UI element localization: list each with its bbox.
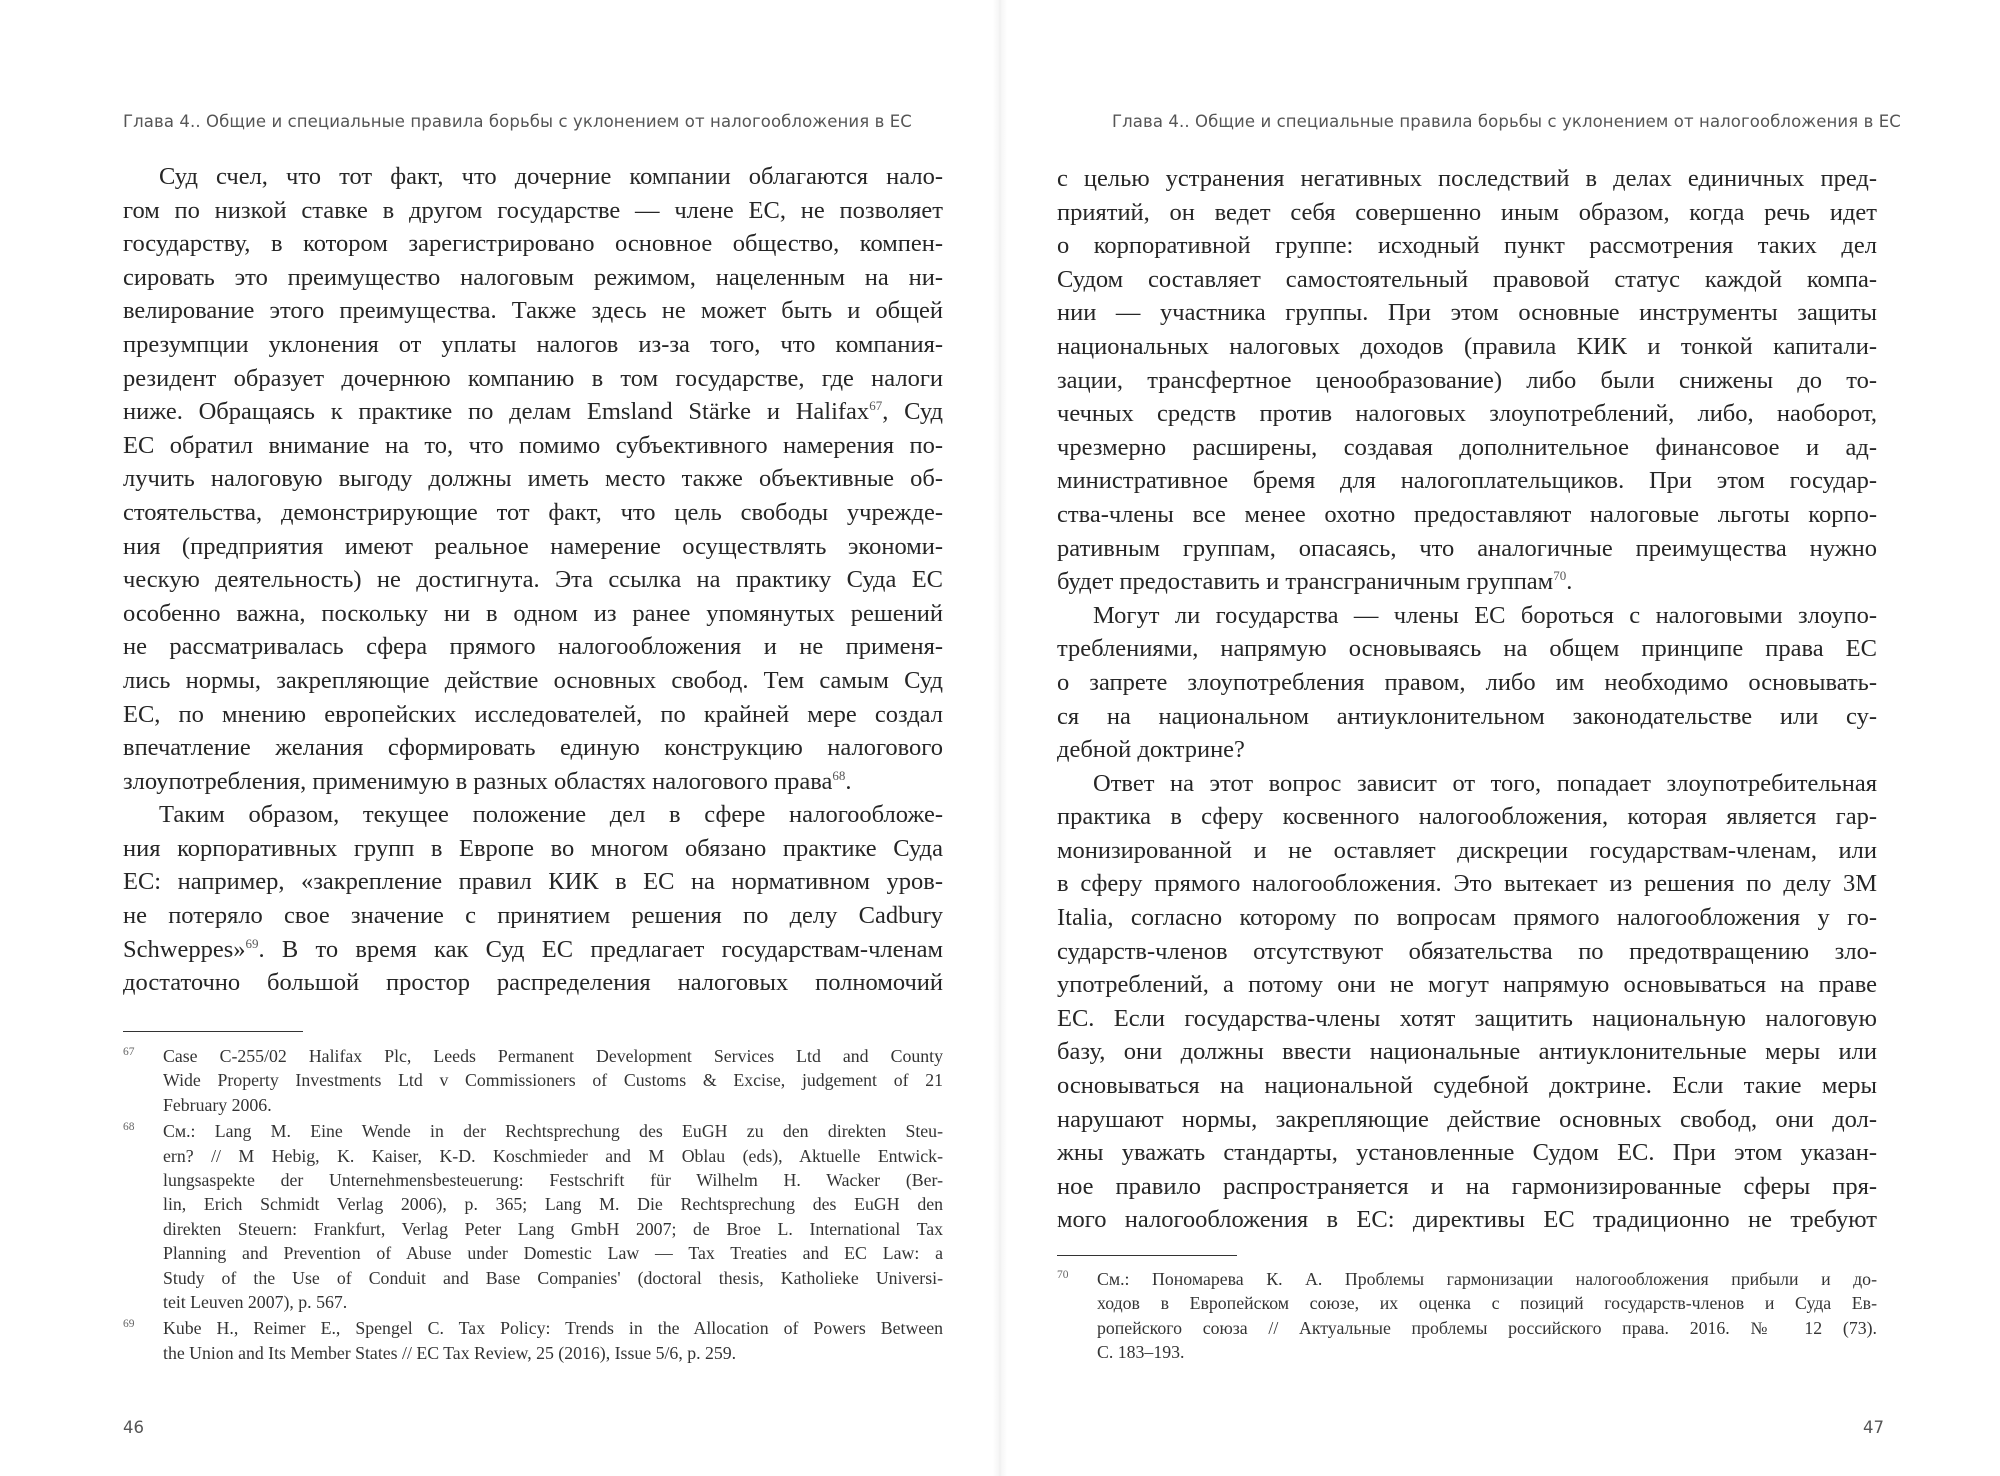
text-line: [1057, 532, 1877, 566]
text-line: [1057, 1035, 1877, 1069]
footnote-line: February 2006.: [163, 1094, 272, 1115]
text-line: [123, 395, 943, 429]
text-line-content: лись нормы, закрепляющие действие основных свобод. Тем самым Суд: [123, 666, 943, 694]
right-page: [1000, 0, 2000, 1476]
text-line: [123, 798, 943, 832]
text-line: [1057, 666, 1877, 700]
text-line-content: сировать это преимущество налоговым режимом, нацеленным на ни-: [123, 263, 943, 291]
footnote-number: 67: [123, 1046, 135, 1058]
footnote: [123, 1119, 943, 1314]
footnote-line: lungsaspekte der Unternehmensbesteuerung: Festschrift für Wilhelm H. Wacker (Ber-: [163, 1169, 943, 1190]
footnote-line: Wide Property Investments Ltd v Commissioners of Customs & Excise, judgement of 21: [163, 1070, 943, 1091]
text-line-continuation: , Суд: [882, 398, 944, 426]
text-line-content: не потеряло свое значение с принятием решения по делу Cadbury: [123, 902, 943, 930]
text-line-content: чрезмерно расширены, создавая дополнительное финансовое и ад-: [1057, 433, 1877, 461]
text-line-content: приятий, он ведет себя совершенно иным образом, когда речь идет: [1057, 198, 1877, 226]
body-text: [123, 160, 943, 1000]
text-line-content: нарушают нормы, закрепляющие действие основных свобод, они дол-: [1057, 1105, 1877, 1133]
text-line-content: Могут ли государства — члены ЕС бороться с налоговыми злоупо-: [1093, 601, 1877, 629]
text-line-content: о корпоративной группе: исходный пункт рассмотрения таких дел: [1057, 232, 1877, 260]
text-line: [123, 865, 943, 899]
text-line-content: треблениями, напрямую основываясь на общем принципе права ЕС: [1057, 635, 1877, 663]
footnote-separator: [123, 1031, 303, 1032]
text-line-content: Суд счел, что тот факт, что дочерние компании облагаются нало-: [159, 163, 943, 190]
text-line: [1057, 196, 1877, 230]
footnote: [1057, 1267, 1877, 1365]
text-line-content: Таким образом, текущее положение дел в сфере налогообложе-: [159, 801, 943, 829]
text-line-content: основываться на национальной судебной доктрине. Если такие меры: [1057, 1072, 1877, 1100]
text-line: [1057, 330, 1877, 364]
text-line: [1057, 296, 1877, 330]
text-line-content: мого налогообложения в ЕС: директивы ЕС традиционно не требуют: [1057, 1206, 1877, 1234]
footnote-line: the Union and Its Member States // EC Tax Review, 25 (2016), Issue 5/6, p. 259.: [163, 1342, 737, 1363]
text-line-content: будет предоставить и трансграничным группам: [1057, 568, 1554, 596]
text-line: [123, 765, 943, 799]
footnote-line: С. 183–193.: [1097, 1342, 1185, 1363]
text-line: [1057, 498, 1877, 532]
footnote-line: См.: Пономарева К. А. Проблемы гармонизации налогообложения прибыли и до-: [1097, 1269, 1877, 1289]
text-line: [1057, 565, 1877, 599]
text-line-content: злоупотребления, применимую в разных областях налогового права: [123, 767, 833, 795]
running-head: Глава 4.. Общие и специальные правила борьбы с уклонением от налогообложения в ЕС: [1112, 112, 1901, 131]
text-line: [1057, 1136, 1877, 1170]
footnote-separator: [1057, 1255, 1237, 1256]
footnote: [123, 1044, 943, 1117]
footnote-line: Kube H., Reimer E., Spengel C. Tax Policy: Trends in the Allocation of Powers Between: [163, 1318, 943, 1339]
text-line: [123, 698, 943, 732]
text-line-content: министративное бремя для налогоплательщиков. При этом государ-: [1057, 467, 1877, 495]
text-line-content: ЕС, по мнению европейских исследователей, по крайней мере создал: [123, 700, 943, 728]
text-line-content: с целью устранения негативных последствий в делах единичных пред-: [1057, 165, 1877, 192]
text-line: [123, 160, 943, 194]
text-line-content: национальных налоговых доходов (правила КИК и тонкой капитали-: [1057, 332, 1877, 360]
text-line: [1057, 1203, 1877, 1237]
footnote-number: 69: [123, 1318, 135, 1331]
text-line: [123, 630, 943, 664]
text-line: [123, 194, 943, 228]
text-line: [1057, 1002, 1877, 1036]
text-line-content: базу, они должны ввести национальные антиуклонительные меры или: [1057, 1038, 1877, 1066]
text-line: [123, 294, 943, 328]
text-line-content: нии — участника группы. При этом основные инструменты защиты: [1057, 299, 1877, 327]
text-line-content: Судом составляет самостоятельный правовой статус каждой компа-: [1057, 265, 1877, 293]
text-line-content: сударств-членов отсутствуют обязательства по предотвращению зло-: [1057, 937, 1877, 965]
text-line: [1057, 263, 1877, 297]
text-line-content: зации, трансфертное ценообразование) либо были снижены до то-: [1057, 366, 1877, 394]
text-line-content: практика в сферу косвенного налогообложения, которая является гар-: [1057, 803, 1877, 831]
footnotes: [1057, 1267, 1877, 1367]
text-line-content: лучить налоговую выгоду должны иметь место также объективные об-: [123, 465, 943, 493]
text-line-content: ния корпоративных групп в Европе во многом обязано практике Суда: [123, 834, 943, 862]
text-line-content: не рассматривалась сфера прямого налогообложения и не применя-: [123, 633, 943, 661]
text-line-content: в сферу прямого налогообложения. Это вытекает из решения по делу 3M: [1057, 870, 1877, 898]
text-line: [1057, 229, 1877, 263]
text-line-content: Ответ на этот вопрос зависит от того, попадает злоупотребительная: [1093, 769, 1877, 797]
text-line: [123, 597, 943, 631]
text-line: [1057, 767, 1877, 801]
text-line-content: ЕС обратил внимание на то, что помимо субъективного намерения по-: [123, 431, 943, 459]
footnote: [123, 1316, 943, 1365]
footnote-line: direkten Steuern: Frankfurt, Verlag Peter Lang GmbH 2007; de Broe L. International Tax: [163, 1218, 943, 1239]
page-number: 46: [123, 1418, 144, 1437]
text-line: [123, 496, 943, 530]
text-line-content: ния (предприятия имеют реальное намерение осуществлять экономи-: [123, 532, 943, 560]
text-line-content: достаточно большой простор распределения налоговых полномочий: [123, 969, 943, 997]
text-line: [1057, 867, 1877, 901]
text-line-continuation: .: [845, 767, 852, 795]
text-line: [1057, 397, 1877, 431]
page-number: 47: [1863, 1418, 1884, 1437]
text-line-content: ческую деятельность) не достигнута. Эта ссылка на практику Суда ЕС: [123, 566, 943, 594]
text-line-content: гом по низкой ставке в другом государстве — члене ЕС, не позволяет: [123, 196, 943, 224]
text-line: [123, 261, 943, 295]
footnote-number: 68: [123, 1121, 135, 1134]
text-line-content: резидент образует дочернюю компанию в том государстве, где налоги: [123, 364, 943, 392]
text-line: [123, 731, 943, 765]
text-line: [123, 832, 943, 866]
text-line-content: велирование этого преимущества. Также здесь не может быть и общей: [123, 297, 943, 325]
text-line: [1057, 632, 1877, 666]
text-line-content: монизированной и не оставляет дискреции государствам-членам, или: [1057, 836, 1877, 864]
text-line-content: впечатление желания сформировать единую конструкцию налогового: [123, 734, 943, 762]
text-line: [1057, 464, 1877, 498]
text-line: [1057, 700, 1877, 734]
text-line: [1057, 1170, 1877, 1204]
text-line-content: ное правило распространяется и на гармонизированные сферы пря-: [1057, 1172, 1877, 1200]
footnote-line: См.: Lang M. Eine Wende in der Rechtsprechung des EuGH zu den direkten Steu-: [163, 1121, 943, 1142]
text-line-content: жны уважать стандарты, установленные Судом ЕС. При этом указан-: [1057, 1139, 1877, 1167]
text-line: [1057, 1069, 1877, 1103]
text-line-content: презумпции уклонения от уплаты налогов из-за того, что компания-: [123, 330, 943, 358]
text-line: [1057, 162, 1877, 196]
footnote-reference[interactable]: 67: [869, 398, 883, 413]
footnotes: [123, 1044, 943, 1367]
footnote-line: Study of the Use of Conduit and Base Companies' (doctoral thesis, Katholieke Universi-: [163, 1267, 943, 1288]
text-line: [123, 227, 943, 261]
text-line-continuation: . В то время как Суд ЕС предлагает государствам-членам: [258, 935, 943, 963]
footnote-line: Planning and Prevention of Abuse under Domestic Law — Tax Treaties and EC Law: a: [163, 1243, 943, 1264]
running-head: Глава 4.. Общие и специальные правила борьбы с уклонением от налогообложения в ЕС: [123, 112, 912, 131]
text-line: [123, 530, 943, 564]
text-line: [123, 328, 943, 362]
text-line: [1057, 1103, 1877, 1137]
text-line-content: ративным группам, опасаясь, что аналогичные преимущества нужно: [1057, 534, 1877, 562]
footnote-line: ходов в Европейском союзе, их оценка с позиций государств-членов и Суда Ев-: [1097, 1293, 1877, 1314]
text-line: [1057, 364, 1877, 398]
footnote-line: ропейского союза // Актуальные проблемы российского права. 2016. № 12 (73).: [1097, 1317, 1877, 1338]
footnote-reference[interactable]: 70: [1553, 567, 1567, 583]
text-line: [1057, 935, 1877, 969]
text-line: [123, 563, 943, 597]
text-line: [1057, 599, 1877, 633]
text-line: [123, 462, 943, 496]
text-line: [123, 966, 943, 1000]
text-line: [1057, 431, 1877, 465]
text-line-continuation: .: [1566, 568, 1573, 596]
text-line-content: государству, в котором зарегистрировано основное общество, компен-: [123, 230, 943, 258]
text-line-content: употреблений, а потому они не могут напрямую основываться на праве: [1057, 971, 1877, 999]
text-line-content: стоятельства, демонстрирующие тот факт, что цель свободы учрежде-: [123, 498, 943, 526]
text-line: [1057, 968, 1877, 1002]
text-line-content: о запрете злоупотребления правом, либо им необходимо основывать-: [1057, 668, 1877, 696]
footnote-reference[interactable]: 68: [832, 767, 846, 783]
text-line-content: ства-члены все менее охотно предоставляют налоговые льготы корпо-: [1057, 500, 1877, 528]
text-line: [1057, 733, 1877, 767]
text-line: [1057, 800, 1877, 834]
text-line: [1057, 901, 1877, 935]
text-line-content: особенно важна, поскольку ни в одном из ранее упомянутых решений: [123, 599, 943, 627]
text-line: [123, 664, 943, 698]
text-line-content: ниже. Обращаясь к практике по делам Emsland Stärke и Halifax: [123, 398, 870, 426]
text-line: [123, 362, 943, 396]
footnote-line: Case C-255/02 Halifax Plc, Leeds Permanent Development Services Ltd and County: [163, 1046, 943, 1066]
text-line: [123, 933, 943, 967]
footnote-reference[interactable]: 69: [245, 935, 259, 951]
text-line-content: ся на национальном антиуклонительном законодательстве или су-: [1057, 702, 1877, 730]
text-line: [123, 429, 943, 463]
body-text: [1057, 162, 1877, 1237]
footnote-line: ern? // M Hebig, K. Kaiser, K-D. Koschmieder and M Oblau (eds), Aktuelle Entwick-: [163, 1145, 943, 1166]
text-line-content: Schweppes»: [123, 935, 246, 963]
text-line: [1057, 834, 1877, 868]
text-line-content: дебной доктрине?: [1057, 736, 1245, 764]
text-line-content: Italia, согласно которому по вопросам прямого налогообложения у го-: [1057, 904, 1877, 932]
footnote-line: teit Leuven 2007), p. 567.: [163, 1291, 348, 1312]
text-line-content: ЕС. Если государства-члены хотят защитить национальную налоговую: [1057, 1004, 1877, 1032]
text-line: [123, 899, 943, 933]
footnote-number: 70: [1057, 1269, 1069, 1281]
text-line-content: чечных средств против налоговых злоупотреблений, либо, наоборот,: [1057, 400, 1877, 428]
text-line-content: ЕС: например, «закрепление правил КИК в ЕС на нормативном уров-: [123, 868, 943, 896]
footnote-line: lin, Erich Schmidt Verlag 2006), p. 365; Lang M. Die Rechtsprechung des EuGH den: [163, 1194, 943, 1215]
